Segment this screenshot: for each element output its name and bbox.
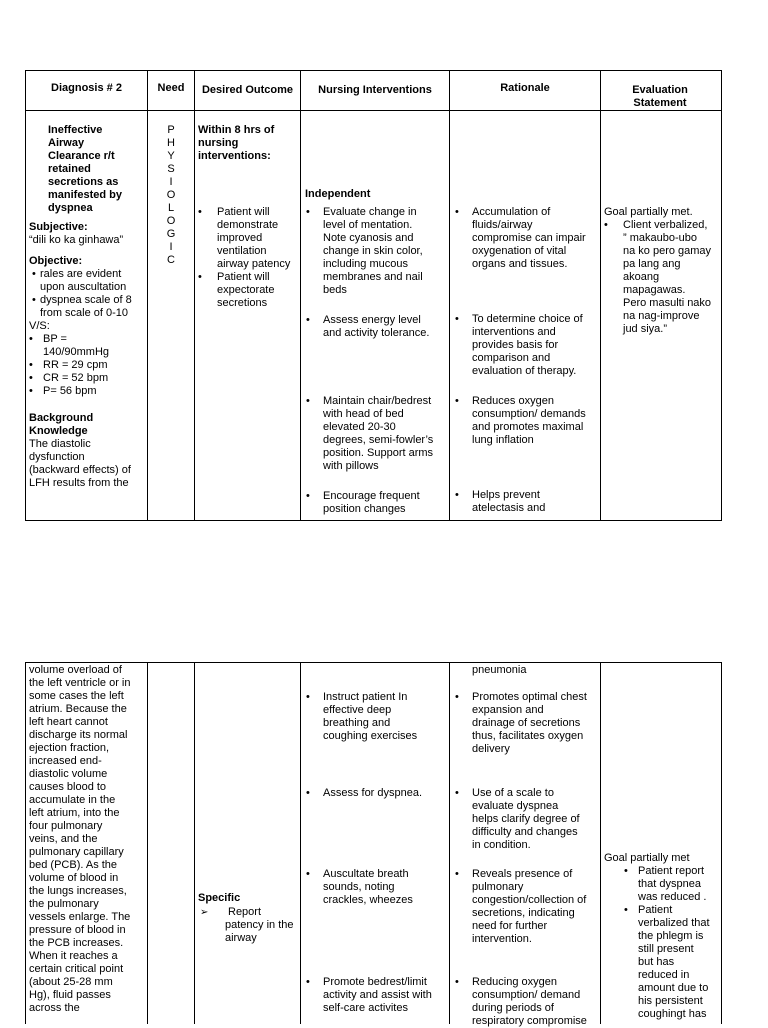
diagnosis-title-line: manifested by [48,189,122,201]
diagnosis-line: pulmonary capillary [29,846,124,858]
background-line: The diastolic [29,438,91,450]
vital-sign-line: 140/90mmHg [43,346,110,358]
intervention-line: sounds, noting [323,881,395,893]
intervention-item [306,787,448,800]
rationale-line: interventions and [472,326,556,338]
desired-outcome-line: demonstrate [217,219,279,231]
rationale-line: thus, facilitates oxygen [472,730,584,742]
desired-outcome-line: secretions [217,297,268,309]
vital-sign-item [29,333,145,359]
evaluation-line: was reduced . [638,891,707,903]
bullet: • [455,787,459,799]
table-border [600,70,601,521]
rationale-continued-text: pneumonia [472,664,527,676]
rationale-line: oxygenation of vital [472,245,567,257]
evaluation-item [604,865,720,904]
header-evaluation-statement: Evaluation Statement [632,84,688,109]
need-letter: S [167,163,175,175]
bullet: • [32,268,36,280]
diagnosis-title-line: Airway [48,137,85,149]
specific-outcome-line: Report [228,906,262,918]
vital-sign-line: P= 56 bpm [43,385,97,397]
rationale-item [455,691,599,756]
background-knowledge-label [29,412,145,438]
vital-sign-item [29,372,145,385]
diagnosis-line: across the [29,1002,80,1014]
arrow-bullet-icon: ➢ [200,907,209,918]
intervention-line: beds [323,284,347,296]
intervention-line: Promote bedrest/limit [323,976,427,988]
diagnosis-cell [29,124,145,519]
need-letter: H [167,137,175,149]
bullet: • [306,868,310,880]
rationale-line: during periods of [472,1002,554,1014]
evaluation-item [604,904,720,1021]
need-letter: P [167,124,175,136]
intervention-line: Instruct patient In [323,691,408,703]
background-line: (backward effects) of [29,464,131,476]
evaluation-line: na ko pero gamay [623,245,712,257]
bullet: • [306,490,310,502]
intervention-line: coughing exercises [323,730,418,742]
evaluation-status: Goal partially met. [604,206,693,218]
intervention-line: breathing and [323,717,391,729]
diagnosis-title-line: retained [48,163,91,175]
background-knowledge-text [29,438,145,490]
objective-line: dyspnea scale of 8 [40,294,132,306]
rationale-line: drainage of secretions [472,717,581,729]
bullet: • [455,691,459,703]
evaluation-line: but has [638,956,675,968]
evaluation-line: Pero masulti nako [623,297,712,309]
diagnosis-title [29,124,145,215]
intervention-line: elevated 20-30 [323,421,396,433]
rationale-line: intervention. [472,933,532,945]
desired-outcome-item [198,271,298,310]
table-border [25,662,722,663]
intervention-item [306,490,448,516]
interventions-heading: Independent [305,188,371,200]
desired-outcome-list [198,206,298,310]
diagnosis-line: bed (PCB). As the [29,859,118,871]
intervention-item [306,206,448,297]
rationale-line: evaluation of therapy. [472,365,577,377]
evaluation-line: his persistent [638,995,703,1007]
intervention-line: Auscultate breath [323,868,409,880]
desired-outcome-line: expectorate [217,284,275,296]
bullet: • [455,206,459,218]
evaluation-status: Goal partially met [604,852,690,864]
bullet: • [198,206,202,218]
diagnosis-line: left heart cannot [29,716,108,728]
rationale-line: fluids/airway [472,219,533,231]
intervention-item [306,314,448,340]
rationale-line: delivery [472,743,510,755]
table-border [194,70,195,521]
diagnosis-line: certain critical point [29,963,124,975]
need-letter: L [167,202,175,214]
diagnosis-line: atrium. Because the [29,703,127,715]
intervention-line: Assess for dyspnea. [323,787,423,799]
rationale-line: Reducing oxygen [472,976,558,988]
rationale-line: pulmonary [472,881,524,893]
bullet: • [455,976,459,988]
rationale-line: respiratory compromise [472,1015,587,1027]
bullet: • [198,271,202,283]
bullet: • [624,904,628,916]
subjective-text: “dili ko ka ginhawa” [29,234,124,246]
bullet: • [306,395,310,407]
rationale-line: expansion and [472,704,544,716]
bullet: • [306,976,310,988]
vital-sign-line: BP = [43,333,67,345]
diagnosis-line: ejection fraction, [29,742,110,754]
vital-sign-line: RR = 29 cpm [43,359,108,371]
rationale-line: difficulty and changes [472,826,578,838]
objective-item [29,268,145,294]
objective-label: Objective: [29,255,83,267]
rationale-line: consumption/ demands [472,408,586,420]
intervention-line: self-care activites [323,1002,408,1014]
specific-outcome-item [200,906,299,945]
evaluation-line: mapagawas. [623,284,686,296]
rationale-item [455,313,599,378]
rationale-line: Promotes optimal chest [472,691,587,703]
table-border [25,110,722,111]
intervention-item [306,395,448,473]
header-rationale: Rationale [500,82,550,94]
table-border [600,662,601,1024]
rationale-line: Use of a scale to [472,787,554,799]
bullet: • [29,385,33,397]
specific-outcome-line: patency in the [225,919,294,931]
bullet: • [455,313,459,325]
need-letter: I [169,176,173,188]
objective-line: rales are evident [40,268,122,280]
diagnosis-line: left atrium, into the [29,807,120,819]
subjective-label: Subjective: [29,221,88,233]
rationale-line: Reveals presence of [472,868,573,880]
vital-sign-item [29,385,145,398]
intervention-line: Evaluate change in [323,206,417,218]
bullet: • [306,314,310,326]
intervention-item [306,868,448,907]
desired-outcome-item [198,206,298,271]
evaluation-line: amount due to [638,982,709,994]
intervention-line: including mucous [323,258,408,270]
intervention-line: position. Support arms [323,447,434,459]
diagnosis-title-line: Clearance r/t [48,150,115,162]
evaluation-line: ” makaubo-ubo [623,232,697,244]
diagnosis-line: (about 25-28 mm [29,976,113,988]
intervention-line: effective deep [323,704,392,716]
diagnosis-line: some cases the left [29,690,124,702]
evaluation-line: verbalized that [638,917,710,929]
diagnosis-line: vessels enlarge. The [29,911,131,923]
rationale-line: congestion/collection of [472,894,587,906]
intervention-line: position changes [323,503,406,515]
rationale-line: Reduces oxygen [472,395,554,407]
rationale-item [455,976,599,1028]
need-cell [148,124,194,267]
desired-outcome-line: Patient will [217,206,270,218]
rationale-item [455,395,599,447]
evaluation-item [604,219,720,336]
table-border [25,70,26,521]
bullet: • [306,787,310,799]
diagnosis-line: pressure of blood in [29,924,126,936]
rationale-line: compromise can impair [472,232,586,244]
diagnosis-continued-cell [29,664,146,1024]
bullet: • [455,489,459,501]
intervention-item [306,976,448,1015]
background-label-line: Knowledge [29,425,88,437]
diagnosis-line: causes blood to [29,781,107,793]
evaluation-cell [604,206,720,336]
evaluation-line: Patient report [638,865,705,877]
bullet: • [604,219,608,231]
rationale-line: Helps prevent [472,489,540,501]
objective-item [29,294,145,320]
vs-label: V/S: [29,320,50,332]
rationale-line: To determine choice of [472,313,583,325]
desired-outcome-line: improved [217,232,263,244]
rationale-line: and promotes maximal [472,421,584,433]
rationale-line: provides basis for [472,339,559,351]
bullet: • [29,359,33,371]
desired-outcome-heading-line: interventions: [198,150,271,162]
need-letter: Y [167,150,175,162]
diagnosis-line: the pulmonary [29,898,99,910]
diagnosis-line: volume of blood in [29,872,119,884]
desired-outcome-heading-line: Within 8 hrs of [198,124,275,136]
evaluation-line: Patient [638,904,673,916]
need-letter: C [167,254,175,266]
diagnosis-title-line: secretions as [48,176,119,188]
background-line: dysfunction [29,451,85,463]
desired-outcome-line: ventilation [217,245,267,257]
intervention-line: Encourage frequent [323,490,420,502]
evaluation-line: akoang [623,271,660,283]
diagnosis-line: the left ventricle or in [29,677,131,689]
diagnosis-line: increased end- [29,755,102,767]
intervention-line: crackles, wheezes [323,894,413,906]
desired-outcome-cell [198,124,298,163]
intervention-line: Assess energy level [323,314,421,326]
objective-line: from scale of 0-10 [40,307,129,319]
intervention-line: degrees, semi-fowler’s [323,434,434,446]
need-letter: O [166,215,176,227]
bullet: • [455,868,459,880]
intervention-line: with head of bed [323,408,404,420]
intervention-line: with pillows [323,460,379,472]
evaluation-line: na nag-improve [623,310,700,322]
diagnosis-line: volume overload of [29,664,122,676]
intervention-line: level of mentation. [323,219,413,231]
vital-sign-item [29,359,145,372]
intervention-line: Maintain chair/bedrest [323,395,432,407]
rationale-line: comparison and [472,352,551,364]
intervention-line: membranes and nail [323,271,423,283]
rationale-line: in condition. [472,839,531,851]
rationale-item [455,868,599,946]
need-letter: G [166,228,176,240]
evaluation-line: still present [638,943,694,955]
header-nursing-interventions: Nursing Interventions [318,84,432,96]
table-border [25,662,26,1024]
intervention-line: and activity tolerance. [323,327,430,339]
bullet: • [32,294,36,306]
diagnosis-line: veins, and the [29,833,98,845]
evaluation-line: pa lang ang [623,258,681,270]
diagnosis-line: four pulmonary [29,820,103,832]
diagnosis-line: Hg), fluid passes [29,989,111,1001]
need-letter: O [166,189,176,201]
rationale-line: secretions, indicating [472,907,575,919]
bullet: • [306,206,310,218]
background-label-line: Background [29,412,94,424]
evaluation-line: the phlegm is [638,930,704,942]
desired-outcome-line: airway patency [217,258,291,270]
rationale-item [455,489,599,515]
vital-sign-line: CR = 52 bpm [43,372,109,384]
table-border [449,662,450,1024]
intervention-item [306,691,448,743]
background-line: LFH results from the [29,477,129,489]
evaluation-line: reduced in [638,969,690,981]
intervention-line: Note cyanosis and [323,232,414,244]
evaluation-line: that dyspnea [638,878,701,890]
header-need: Need [157,82,185,94]
diagnosis-line: discharge its normal [29,729,128,741]
bullet: • [29,333,33,345]
table-border [449,70,450,521]
specific-outcome-line: airway [225,932,257,944]
table-border [721,662,722,1024]
diagnosis-title-line: dyspnea [48,202,93,214]
table-border [147,662,148,1024]
table-border [300,662,301,1024]
desired-outcome-heading-line: nursing [198,137,239,149]
table-border [25,520,722,521]
rationale-line: evaluate dyspnea [472,800,559,812]
header-diagnosis: Diagnosis # 2 [51,82,122,94]
objective-line: upon auscultation [40,281,127,293]
rationale-line: need for further [472,920,548,932]
rationale-item [455,206,599,271]
intervention-line: change in skin color, [323,245,423,257]
specific-heading: Specific [198,892,241,904]
evaluation-line: jud siya.” [623,323,668,335]
desired-outcome-heading [198,124,298,163]
table-border [721,70,722,521]
table-border [194,662,195,1024]
diagnosis-line: When it reaches a [29,950,118,962]
desired-outcome-line: Patient will [217,271,270,283]
diagnosis-line: accumulate in the [29,794,116,806]
rationale-line: consumption/ demand [472,989,581,1001]
rationale-item [455,787,599,852]
rationale-line: helps clarify degree of [472,813,580,825]
diagnosis-line: the lungs increases, [29,885,127,897]
diagnosis-title-line: Ineffective [48,124,103,136]
header-desired-outcome: Desired Outcome [201,84,294,96]
evaluation-cell [604,852,720,1021]
table-border [300,70,301,521]
rationale-line: atelectasis and [472,502,546,514]
need-letter: I [169,241,173,253]
diagnosis-line: the PCB increases. [29,937,124,949]
bullet: • [624,865,628,877]
bullet: • [455,395,459,407]
table-border [25,70,722,71]
intervention-line: activity and assist with [323,989,432,1001]
evaluation-line: Client verbalized, [623,219,708,231]
rationale-line: lung inflation [472,434,534,446]
bullet: • [306,691,310,703]
rationale-line: Accumulation of [472,206,551,218]
evaluation-line: coughingt has [638,1008,707,1020]
rationale-line: organs and tissues. [472,258,568,270]
diagnosis-line: diastolic volume [29,768,108,780]
bullet: • [29,372,33,384]
